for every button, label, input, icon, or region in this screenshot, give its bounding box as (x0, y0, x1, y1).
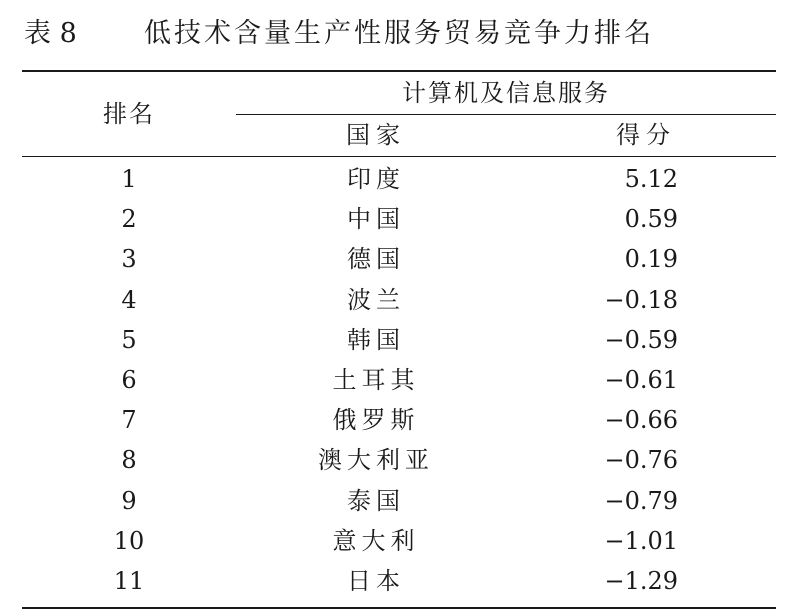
rank-cell: 8 (121, 446, 137, 475)
rank-cell: 4 (121, 285, 137, 314)
country-cell: 德国 (347, 245, 405, 274)
rank-cell: 3 (121, 245, 137, 274)
score-value: 5.12 (624, 165, 678, 193)
score-column-header: 得分 (616, 121, 676, 149)
table-bottom-rule (22, 607, 776, 609)
rank-cell: 7 (121, 406, 137, 435)
table-row (22, 521, 776, 561)
rank-cell: 10 (113, 526, 145, 555)
country-cell: 日本 (347, 566, 405, 595)
country-cell: 俄罗斯 (332, 406, 420, 435)
country-cell: 中国 (347, 205, 405, 234)
table-row (22, 320, 776, 360)
group-column-header: 计算机及信息服务 (236, 72, 776, 115)
table-row (22, 239, 776, 279)
score-cell (516, 521, 776, 561)
score-cell (516, 561, 776, 601)
score-value: −1.01 (604, 526, 678, 555)
rank-cell: 2 (121, 205, 137, 234)
score-cell (516, 440, 776, 480)
score-value: −1.29 (604, 566, 678, 595)
score-cell (516, 320, 776, 360)
score-value: −0.66 (604, 406, 678, 435)
score-value: 0.19 (624, 245, 678, 274)
table-row (22, 159, 776, 199)
country-cell: 澳大利亚 (318, 446, 434, 475)
table-number: 表 8 (24, 18, 77, 49)
rank-cell: 9 (121, 486, 137, 515)
score-value: 0.59 (624, 205, 678, 234)
score-cell (516, 239, 776, 279)
table-row (22, 360, 776, 400)
rank-column-header: 排名 (103, 100, 155, 128)
table-row (22, 400, 776, 440)
score-value: −0.61 (604, 365, 678, 394)
score-value: −0.76 (604, 446, 678, 475)
country-cell: 土耳其 (332, 365, 420, 394)
table-title: 低技术含量生产性服务贸易竞争力排名 (144, 18, 654, 49)
rank-cell: 5 (121, 325, 137, 354)
table-caption (24, 12, 776, 56)
score-cell (516, 360, 776, 400)
table-row (22, 561, 776, 601)
score-cell (516, 280, 776, 320)
country-cell: 波兰 (347, 285, 405, 314)
country-cell: 韩国 (347, 325, 405, 354)
ranking-table (22, 70, 776, 609)
score-cell (516, 481, 776, 521)
table-body (22, 157, 776, 607)
country-cell: 泰国 (347, 486, 405, 515)
score-value: −0.79 (604, 486, 678, 515)
table-row (22, 440, 776, 480)
score-cell (516, 199, 776, 239)
table-header (22, 72, 776, 157)
score-cell (516, 159, 776, 199)
country-cell: 印度 (347, 165, 405, 193)
table-row (22, 199, 776, 239)
score-value: −0.18 (604, 285, 678, 314)
score-value: −0.59 (604, 325, 678, 354)
country-cell: 意大利 (332, 526, 420, 555)
table-row (22, 481, 776, 521)
rank-cell: 11 (113, 566, 145, 595)
table-row (22, 280, 776, 320)
rank-cell: 1 (121, 165, 137, 193)
score-cell (516, 400, 776, 440)
country-column-header: 国家 (346, 121, 406, 149)
rank-cell: 6 (121, 365, 137, 394)
